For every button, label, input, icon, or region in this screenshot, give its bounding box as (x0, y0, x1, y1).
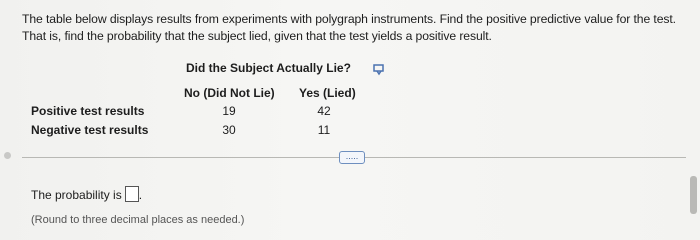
rounding-note: (Round to three decimal places as needed.) (31, 214, 245, 226)
column-header-no: No (Did Not Lie) (184, 86, 275, 100)
answer-line (31, 186, 142, 202)
column-header-yes: Yes (Lied) (299, 86, 356, 100)
answer-prefix: The probability is (31, 188, 122, 202)
table-title: Did the Subject Actually Lie? (186, 61, 351, 75)
cell-negative-no: 30 (222, 123, 236, 137)
left-dot (4, 152, 11, 159)
row-label-negative: Negative test results (31, 123, 149, 137)
answer-input[interactable] (125, 186, 139, 202)
more-button[interactable]: ..... (339, 151, 365, 164)
cell-positive-yes: 42 (317, 104, 331, 118)
cell-negative-yes: 11 (317, 123, 331, 137)
answer-suffix: . (138, 188, 143, 202)
cell-positive-no: 19 (222, 104, 236, 118)
row-label-positive: Positive test results (31, 104, 145, 118)
question-text: The table below displays results from experiments with polygraph instruments. Find the positive predictive value for the test. That is, find the probability that the subject lied, given that the test yields a positive result. (22, 12, 676, 43)
scrollbar-handle[interactable] (690, 176, 697, 214)
copy-icon[interactable] (372, 62, 386, 76)
